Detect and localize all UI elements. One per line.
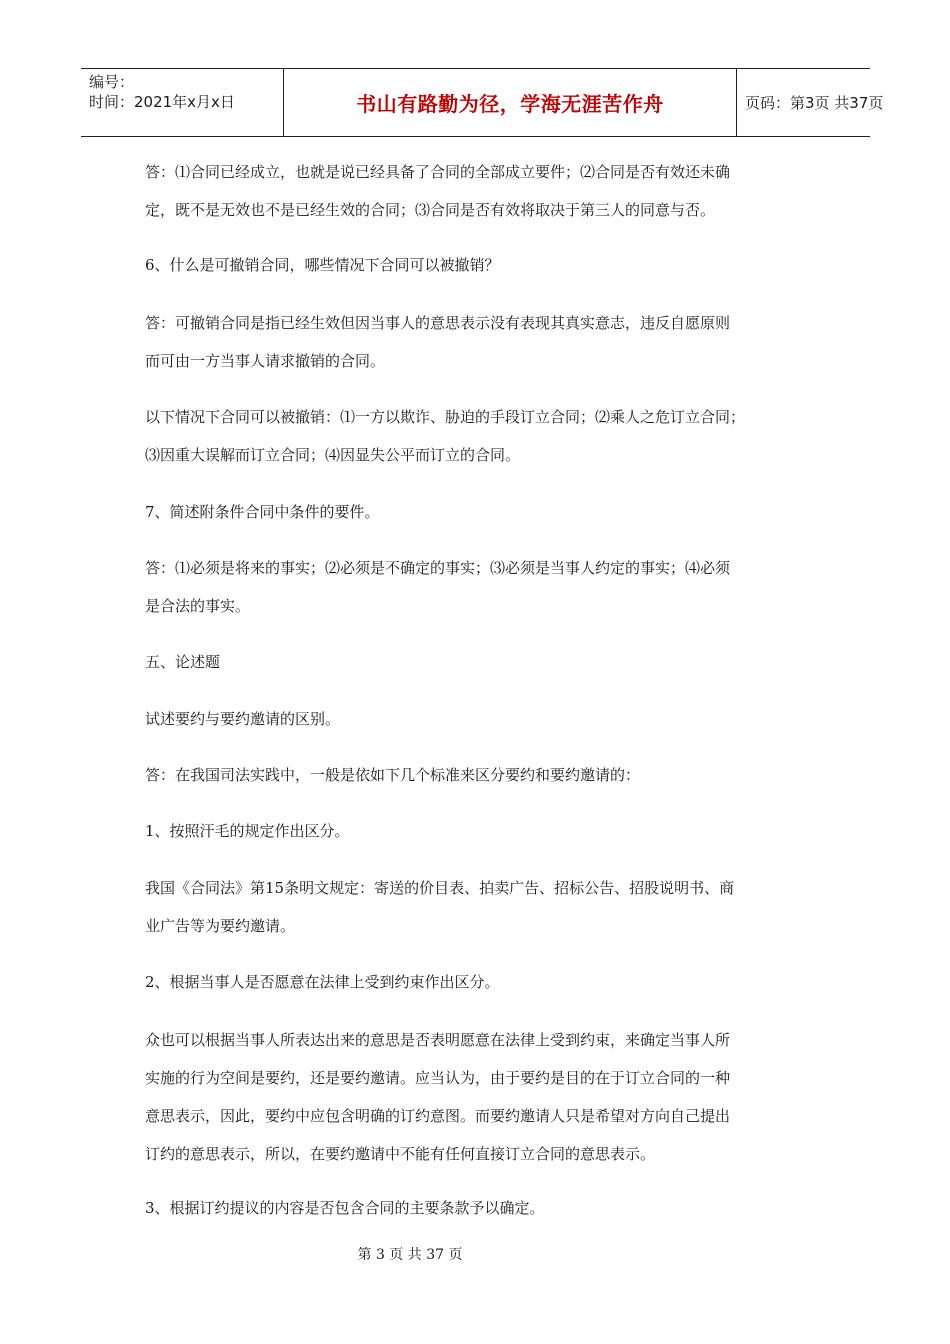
text-line: 以下情况下合同可以被撤销：⑴一方以欺诈、胁迫的手段订立合同；⑵乘人之危订立合同； xyxy=(145,408,746,426)
text-line: 3、根据订约提议的内容是否包含合同的主要条款予以确定。 xyxy=(145,1199,545,1217)
text-line: 而可由一方当事人请求撤销的合同。 xyxy=(145,352,386,370)
text-line: 答：⑴合同已经成立，也就是说已经具备了合同的全部成立要件；⑵合同是否有效还未确 xyxy=(145,163,731,181)
text-line: 实施的行为空间是要约，还是要约邀请。应当认为，由于要约是目的在于订立合同的一种 xyxy=(145,1069,731,1087)
text-line: 众也可以根据当事人所表达出来的意思是否表明愿意在法律上受到约束，来确定当事人所 xyxy=(145,1031,731,1049)
text-line: 2、根据当事人是否愿意在法律上受到约束作出区分。 xyxy=(145,973,500,991)
page-footer: 第 3 页 共 37 页 xyxy=(357,1247,463,1263)
number-label: 编号： xyxy=(89,73,135,91)
header-motto: 书山有路勤为径，学海无涯苦作舟 xyxy=(284,69,737,136)
text-line: 是合法的事实。 xyxy=(145,597,251,615)
text-line: 意思表示，因此，要约中应包含明确的订约意图。而要约邀请人只是希望对方向自己提出 xyxy=(145,1107,731,1125)
question-heading: 6、什么是可撤销合同，哪些情况下合同可以被撤销？ xyxy=(145,256,500,274)
text-line: 定，既不是无效也不是已经生效的合同；⑶合同是否有效将取决于第三人的同意与否。 xyxy=(145,201,716,219)
text-line: 答：⑴必须是将来的事实；⑵必须是不确定的事实；⑶必须是当事人约定的事实；⑷必须 xyxy=(145,559,731,577)
text-line: ⑶因重大误解而订立合同；⑷因显失公平而订立的合同。 xyxy=(145,446,521,464)
header-page-info: 页码：第3页 共37页 xyxy=(745,94,884,112)
text-line: 业广告等为要约邀请。 xyxy=(145,917,296,935)
section-heading: 五、论述题 xyxy=(145,653,221,671)
page-header xyxy=(81,68,884,137)
question-heading: 7、简述附条件合同中条件的要件。 xyxy=(145,503,380,521)
text-line: 我国《合同法》第15条明文规定：寄送的价目表、拍卖广告、招标公告、招股说明书、商 xyxy=(145,879,735,897)
text-line: 答：可撤销合同是指已经生效但因当事人的意思表示没有表现其真实意志，违反自愿原则 xyxy=(145,314,731,332)
text-line: 答：在我国司法实践中，一般是依如下几个标准来区分要约和要约邀请的： xyxy=(145,766,641,784)
header-meta-cell xyxy=(81,69,284,136)
text-line: 1、按照汗毛的规定作出区分。 xyxy=(145,822,350,840)
text-line: 订约的意思表示，所以，在要约邀请中不能有任何直接订立合同的意思表示。 xyxy=(145,1145,656,1163)
time-label: 时间：2021年x月x日 xyxy=(89,93,235,111)
question-heading: 试述要约与要约邀请的区别。 xyxy=(145,710,341,728)
